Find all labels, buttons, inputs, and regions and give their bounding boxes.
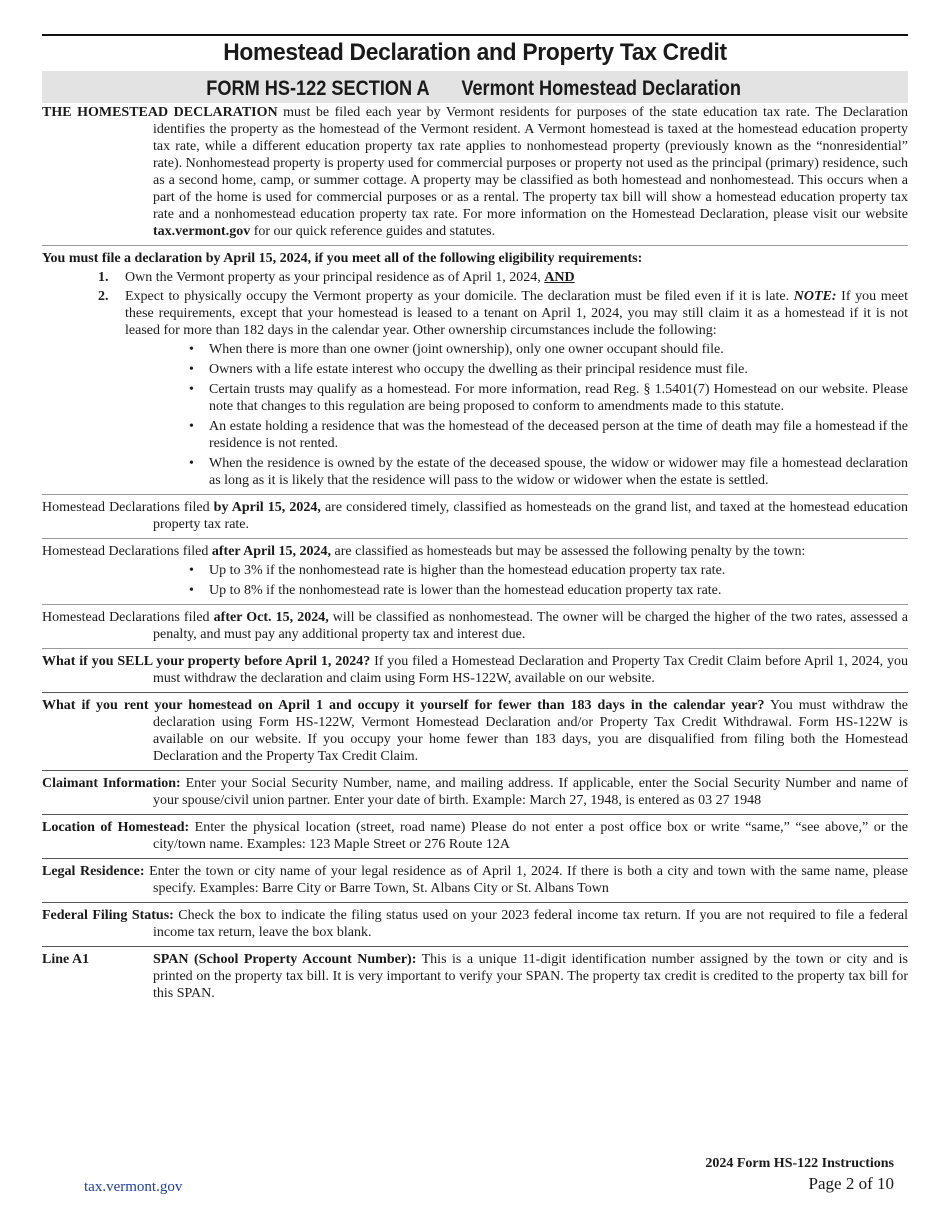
location-text: Enter the physical location (street, road name) Please do not enter a post office box or write “same,” “see above,” or the city/town name. Examples: 123 Maple Street or 276 Route 12A [153,820,909,852]
bullet-icon: • [189,382,194,397]
late-paragraph [42,543,908,560]
bullet-text: When there is more than one owner (joint ownership), only one owner occupant should file. [209,342,724,357]
late-post: are classified as homesteads but may be assessed the following penalty by the town: [331,544,806,559]
filing-status-label: Federal Filing Status: [42,908,174,923]
location-label: Location of Homestead: [42,820,190,835]
timely-date: by April 15, 2024, [213,500,321,515]
claimant-paragraph [42,775,908,809]
bullet-text: Up to 8% if the nonhomestead rate is lower than the homestead education property tax rate. [209,583,722,598]
rent-answer: You must withdraw the declaration using Form HS-122W, Vermont Homestead Declaration and/or Property Tax Credit Withdrawal. Form HS-122W is available on our website. If you occupy your home fewer than 183 days, you are disqualified from filing both the Homestead Declaration and the Property Tax Credit Claim. [153,698,908,764]
section-form-label: FORM HS-122 SECTION A [206,77,430,100]
intro-body: must be filed each year by Vermont residents for purposes of the state education tax rate. The Declaration identifies the property as the homestead of the Vermont resident. A Vermont homestead is taxed at the homestead education property tax rate, while a different education property tax rate applies to nonhomestead property (previously known as the “nonresidential” rate). Nonhomestead property is property used for commercial purposes or property not used as the principal (primary) residence, such as a second home, camp, or summer cottage. A property may be classified as both homestead and nonhomestead. This occurs when a part of the home is used for commercial purposes or as a rental. The property tax bill will show a homestead education property tax rate and a nonhomestead education property tax rate. For more information on the Homestead Declaration, please visit our website [153,105,908,222]
filing-status-section [42,902,908,941]
footer-website-link[interactable]: tax.vermont.gov [84,1179,183,1195]
bullet-item [42,455,908,489]
bullet-item [42,341,908,358]
timely-pre: Homestead Declarations filed [42,500,214,515]
and-emphasis: AND [544,270,575,285]
claimant-label: Claimant Information: [42,776,181,791]
late-section [42,538,908,599]
eligibility-section [42,245,908,489]
page-number: Page 2 of 10 [808,1174,894,1193]
span-heading: SPAN (School Property Account Number): [153,952,417,967]
note-label: NOTE: [793,289,837,304]
legal-residence-text: Enter the town or city name of your legal residence as of April 1, 2024. If there is both a city and town with the same name, please specify. Examples: Barre City or Barre Town, St. Albans City or St. Albans Town [144,864,908,896]
page [42,34,908,1002]
bullet-icon: • [189,583,194,598]
top-rule [42,34,908,36]
sell-paragraph [42,653,908,687]
sell-question: What if you SELL your property before April 1, 2024? [42,654,371,669]
bullet-item [42,562,908,579]
timely-post: are considered timely, classified as homesteads on the grand list, and taxed at the homestead education property tax rate. [153,500,908,532]
bullet-text: Up to 3% if the nonhomestead rate is higher than the homestead education property tax rate. [209,563,726,578]
footer-right [705,1156,894,1194]
footer-form-name: 2024 Form HS-122 Instructions [705,1156,894,1171]
span-description: This is a unique 11-digit identification number assigned by the town or city and is printed on the property tax bill. It is very important to verify your SPAN. The property tax credit is credited to the property tax bill for this SPAN. [153,952,908,1001]
bullet-item [42,361,908,378]
timely-paragraph [42,499,908,533]
bullet-item [42,418,908,452]
intro-paragraph [42,104,908,240]
penalty-bullets [42,562,908,599]
timely-section [42,494,908,533]
line-a1-label: Line A1 [42,952,90,967]
requirements-list [42,269,908,339]
legal-residence-label: Legal Residence: [42,864,145,879]
bullet-icon: • [189,342,194,357]
bullet-item [42,381,908,415]
requirement-number: 2. [98,289,109,304]
very-late-post: will be classified as nonhomestead. The owner will be charged the higher of the two rates, assessed a penalty, and must pay any additional property tax and interest due. [153,610,908,642]
legal-residence-paragraph [42,863,908,897]
intro-tail: for our quick reference guides and statutes. [250,224,496,239]
very-late-section [42,604,908,643]
filing-status-paragraph [42,907,908,941]
filing-status-text: Check the box to indicate the filing status used on your 2023 federal income tax return. If you are not required to file a federal income tax return, leave the box blank. [153,908,908,940]
very-late-date: after Oct. 15, 2024, [213,610,329,625]
requirement-text: Own the Vermont property as your principal residence as of April 1, 2024, [125,270,545,285]
bullet-text: When the residence is owned by the estate of the deceased spouse, the widow or widower may file a homestead declaration as long as it is likely that the residence will pass to the widow or widower when the estate is settled. [209,456,908,488]
bullet-text: An estate holding a residence that was the homestead of the deceased person at the time of death may file a homestead if the residence is not rented. [209,419,908,451]
bullet-icon: • [189,362,194,377]
very-late-paragraph [42,609,908,643]
requirement-item [42,288,908,339]
line-a1-section [42,946,908,1002]
late-date: after April 15, 2024, [211,544,332,559]
location-paragraph [42,819,908,853]
page-title: Homestead Declaration and Property Tax Credit [223,39,727,66]
sell-answer: If you filed a Homestead Declaration and Property Tax Credit Claim before April 1, 2024, you must withdraw the declaration and claim using Form HS-122W, available on our website. [153,654,908,686]
intro-lead: THE HOMESTEAD DECLARATION [42,105,278,120]
requirement-number: 1. [98,270,109,285]
sell-section [42,648,908,687]
bullet-icon: • [189,563,194,578]
bullet-icon: • [189,456,194,471]
website-text: tax.vermont.gov [153,224,251,239]
rent-paragraph [42,697,908,765]
very-late-pre: Homestead Declarations filed [42,610,214,625]
requirement-text: Expect to physically occupy the Vermont property as your domicile. The declaration must be filed even if it is late. [125,289,794,304]
legal-residence-section [42,858,908,897]
line-a1-text [153,951,908,1002]
late-pre: Homestead Declarations filed [42,544,212,559]
ownership-bullets [42,341,908,489]
claimant-text: Enter your Social Security Number, name, and mailing address. If applicable, enter the Social Security Number and name of your spouse/civil union partner. Enter your date of birth. Example: March 27, 1948, is entered as 03 27 1948 [153,776,908,808]
eligibility-heading [42,250,908,267]
claimant-section [42,770,908,809]
section-name-label: Vermont Homestead Declaration [461,77,742,100]
bullet-icon: • [189,419,194,434]
location-section [42,814,908,853]
rent-section [42,692,908,765]
eligibility-heading-text: You must file a declaration by April 15, 2024, if you meet all of the following eligibility requirements: [42,251,643,266]
bullet-text: Certain trusts may qualify as a homestead. For more information, read Reg. § 1.5401(7) Homestead on our website. Please note that changes to this regulation are being proposed to conform to amendments made to this statute. [209,382,908,414]
note-text: If you meet these requirements, except that your homestead is leased to a tenant on April 1, 2024, you may still claim it as a homestead if it is not leased for more than 182 days in the calendar year. Other ownership circumstances include the following: [125,289,908,338]
line-a1-row [42,951,908,1002]
bullet-item [42,582,908,599]
section-header [42,71,908,103]
bullet-text: Owners with a life estate interest who occupy the dwelling as their principal residence must file. [209,362,748,377]
rent-question: What if you rent your homestead on April 1 and occupy it yourself for fewer than 183 days in the calendar year? [42,698,765,713]
requirement-item [42,269,908,286]
